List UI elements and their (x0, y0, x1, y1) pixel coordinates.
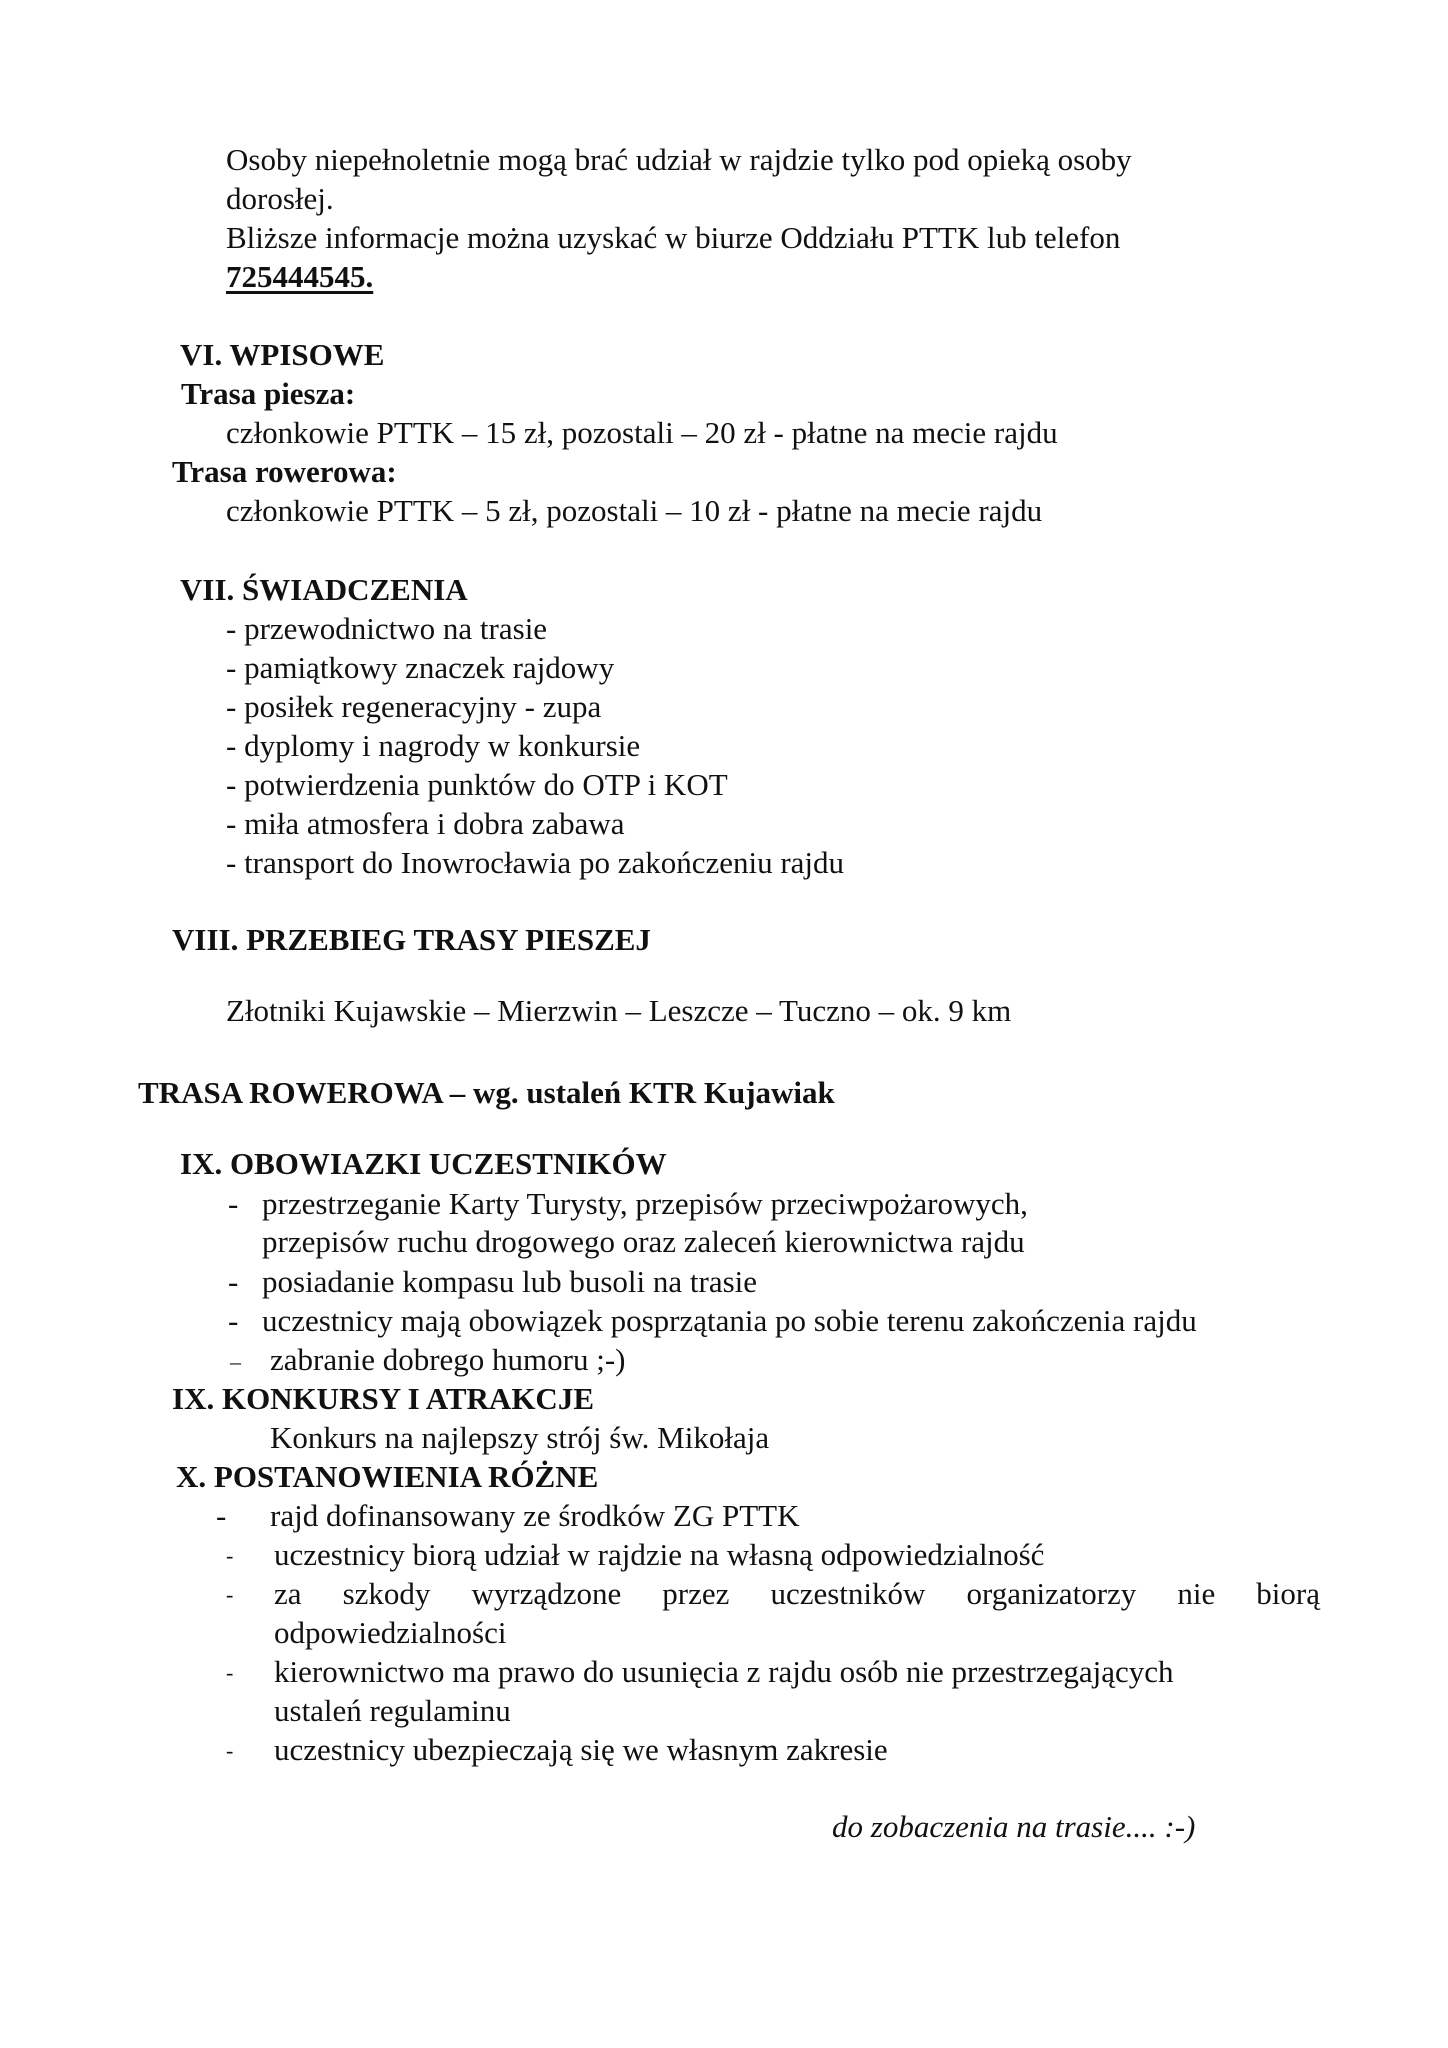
list-item: zabranie dobrego humoru ;-) (270, 1342, 626, 1377)
route-line: Złotniki Kujawskie – Mierzwin – Leszcze – Tuczno – ok. 9 km (226, 993, 1012, 1028)
bullet-dash: - (228, 1264, 239, 1299)
list-item: - posiłek regeneracyjny - zupa (226, 689, 602, 724)
section-heading: IX. KONKURSY I ATRAKCJE (172, 1381, 594, 1416)
list-item: uczestnicy biorą udział w rajdzie na własną odpowiedzialność (274, 1537, 1045, 1572)
section-heading: X. POSTANOWIENIA RÓŻNE (176, 1459, 599, 1494)
bullet-dash: - (226, 1543, 234, 1568)
fee-line: członkowie PTTK – 15 zł, pozostali – 20 zł - płatne na mecie rajdu (226, 415, 1058, 450)
subheading: Trasa rowerowa: (172, 454, 397, 489)
section-heading: VII. ŚWIADCZENIA (180, 572, 468, 607)
bullet-dash: – (230, 1349, 241, 1374)
list-item: - dyplomy i nagrody w konkursie (226, 728, 641, 763)
bullet-dash: - (226, 1738, 234, 1763)
bullet-dash: - (216, 1498, 227, 1533)
list-item: odpowiedzialności (274, 1615, 507, 1650)
list-item: - przewodnictwo na trasie (226, 611, 548, 646)
section-heading: IX. OBOWIAZKI UCZESTNIKÓW (180, 1146, 667, 1181)
intro-line: Bliższe informacje można uzyskać w biurze Oddziału PTTK lub telefon (226, 220, 1121, 255)
list-item: posiadanie kompasu lub busoli na trasie (262, 1264, 758, 1299)
list-item: ustaleń regulaminu (274, 1693, 511, 1728)
list-item: - miła atmosfera i dobra zabawa (226, 806, 625, 841)
closing-note: do zobaczenia na trasie.... :-) (832, 1809, 1196, 1844)
phone-number: 725444545. (226, 259, 374, 294)
subheading: Trasa piesza: (181, 376, 356, 411)
bullet-dash: - (226, 1660, 234, 1685)
list-item: przestrzeganie Karty Turysty, przepisów przeciwpożarowych, (262, 1186, 1028, 1221)
list-item: za szkody wyrządzone przez uczestników organizatorzy nie biorą (274, 1576, 1320, 1611)
list-item: - potwierdzenia punktów do OTP i KOT (226, 767, 728, 802)
list-item: uczestnicy mają obowiązek posprzątania po sobie terenu zakończenia rajdu (262, 1303, 1197, 1338)
bike-route-heading: TRASA ROWEROWA – wg. ustaleń KTR Kujawiak (138, 1075, 835, 1110)
section-heading: VIII. PRZEBIEG TRASY PIESZEJ (172, 922, 651, 957)
intro-line: dorosłej. (226, 181, 334, 216)
list-item: - pamiątkowy znaczek rajdowy (226, 650, 615, 685)
fee-line: członkowie PTTK – 5 zł, pozostali – 10 zł - płatne na mecie rajdu (226, 493, 1043, 528)
intro-line: Osoby niepełnoletnie mogą brać udział w rajdzie tylko pod opieką osoby (226, 142, 1132, 177)
list-item: rajd dofinansowany ze środków ZG PTTK (270, 1498, 800, 1533)
competition-line: Konkurs na najlepszy strój św. Mikołaja (270, 1420, 770, 1455)
list-item: uczestnicy ubezpieczają się we własnym zakresie (274, 1732, 888, 1767)
list-item: przepisów ruchu drogowego oraz zaleceń kierownictwa rajdu (262, 1224, 1025, 1259)
list-item: kierownictwo ma prawo do usunięcia z rajdu osób nie przestrzegających (274, 1654, 1174, 1689)
list-item: - transport do Inowrocławia po zakończeniu rajdu (226, 845, 845, 880)
bullet-dash: - (226, 1582, 234, 1607)
bullet-dash: - (228, 1186, 239, 1221)
section-heading: VI. WPISOWE (180, 337, 385, 372)
bullet-dash: - (228, 1303, 239, 1338)
